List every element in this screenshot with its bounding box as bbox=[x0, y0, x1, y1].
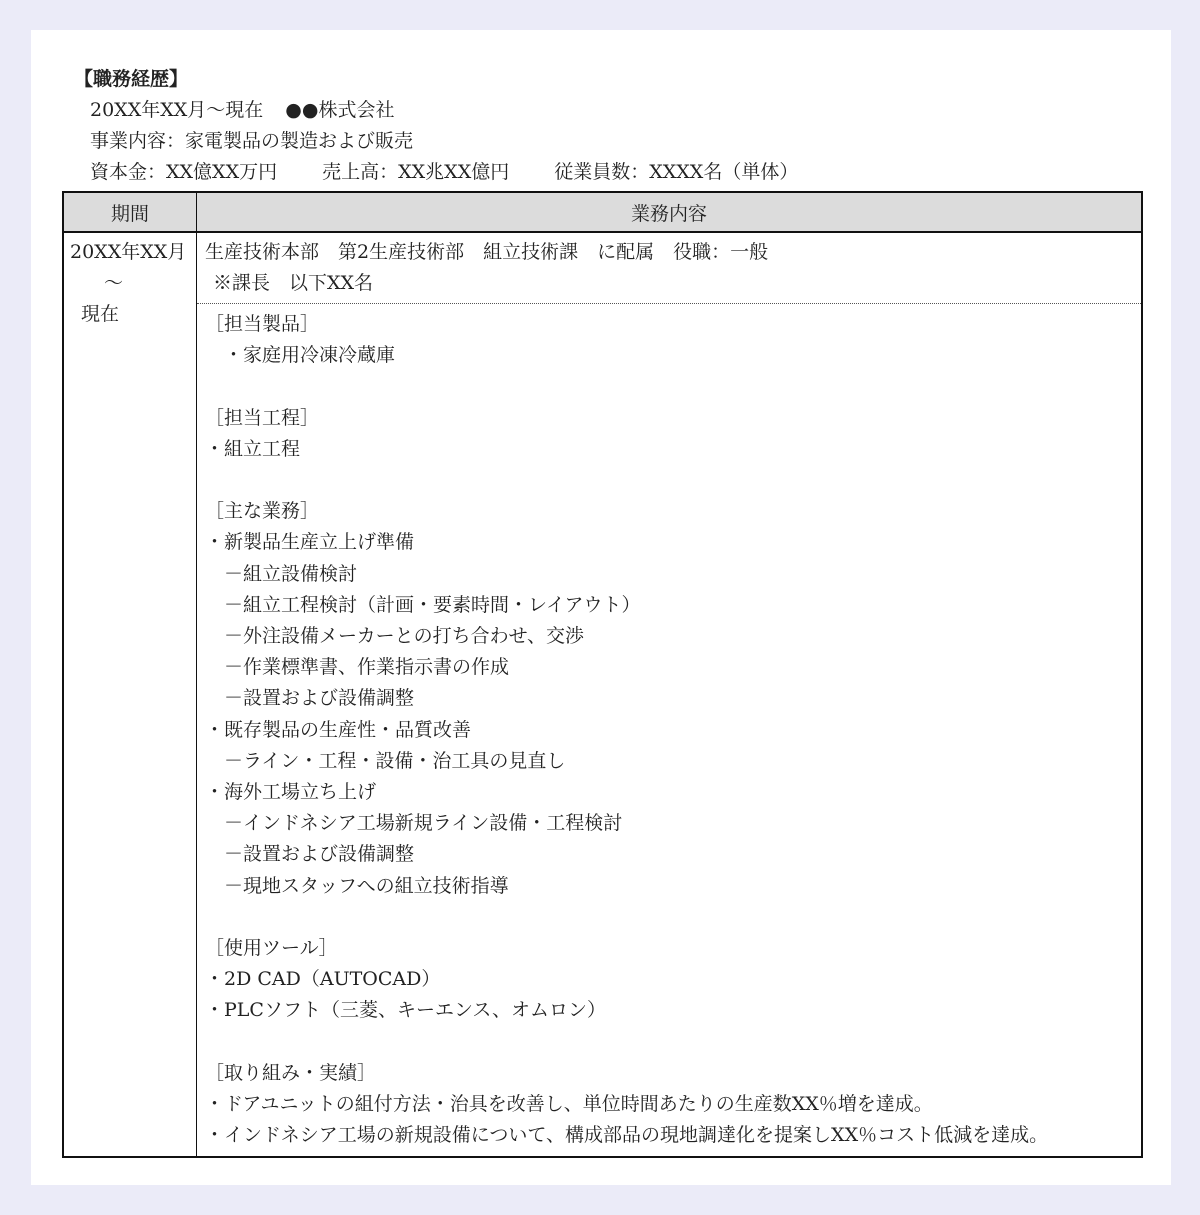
period-start: 20XX年XX月 bbox=[70, 241, 187, 263]
table-row bbox=[64, 233, 1141, 1156]
period-tilde: ～ bbox=[104, 272, 124, 294]
achievements-heading: ［取り組み・実績］ bbox=[205, 1061, 377, 1084]
achievement-item: ・ドアユニットの組付方法・治具を改善し、単位時間あたりの生産数XX％増を達成。 bbox=[205, 1093, 933, 1116]
process-item: ・組立工程 bbox=[205, 437, 301, 460]
company-line bbox=[90, 95, 798, 126]
company-figures-line bbox=[90, 157, 798, 188]
company-name: ●●株式会社 bbox=[285, 99, 395, 121]
duty-subitem: －インドネシア工場新規ライン設備・工程検討 bbox=[224, 812, 623, 835]
achievement-item: ・インドネシア工場の新規設備について、構成部品の現地調達化を提案しXX％コスト低減を達成。 bbox=[205, 1124, 1049, 1147]
duties-heading: ［主な業務］ bbox=[205, 500, 320, 523]
duty-subitem: －設置および設備調整 bbox=[224, 687, 415, 710]
tool-item: ・2D CAD（AUTOCAD） bbox=[205, 968, 441, 991]
department-info bbox=[197, 233, 1141, 304]
product-item: ・家庭用冷凍冷蔵庫 bbox=[224, 344, 396, 367]
process-heading: ［担当工程］ bbox=[205, 406, 320, 429]
subordinates-line: ※課長 以下XX名 bbox=[213, 272, 374, 294]
duty-item: ・新製品生産立上げ準備 bbox=[205, 531, 415, 554]
duty-item: ・海外工場立ち上げ bbox=[205, 781, 377, 804]
tool-item: ・PLCソフト（三菱、キーエンス、オムロン） bbox=[205, 999, 606, 1022]
tools-heading: ［使用ツール］ bbox=[205, 937, 338, 960]
header-content: 業務内容 bbox=[630, 202, 707, 225]
duty-subitem: －外注設備メーカーとの打ち合わせ、交渉 bbox=[224, 625, 585, 647]
sales-text: 売上高：XX兆XX億円 bbox=[322, 161, 510, 183]
duty-subitem: －作業標準書、作業指示書の作成 bbox=[224, 656, 510, 679]
department-line: 生産技術本部 第2生産技術部 組立技術課 に配属 役職：一般 bbox=[205, 241, 769, 263]
business-line: 事業内容：家電製品の製造および販売 bbox=[90, 130, 414, 152]
header-period: 期間 bbox=[64, 193, 197, 231]
resume-sheet bbox=[31, 30, 1171, 1185]
period-end: 現在 bbox=[81, 303, 120, 325]
employees-text: 従業員数：XXXX名（単体） bbox=[554, 161, 799, 183]
career-history-table bbox=[62, 191, 1143, 1158]
career-summary bbox=[74, 64, 798, 188]
section-title: 【職務経歴】 bbox=[74, 68, 189, 90]
table-header-row bbox=[64, 193, 1141, 233]
duty-subitem: －組立工程検討（計画・要素時間・レイアウト） bbox=[224, 593, 641, 616]
period-cell bbox=[64, 233, 197, 1156]
duty-subitem: －現地スタッフへの組立技術指導 bbox=[224, 874, 509, 897]
content-cell bbox=[197, 233, 1141, 1156]
duty-subitem: －設置および設備調整 bbox=[224, 843, 415, 866]
duty-subitem: －ライン・工程・設備・治工具の見直し bbox=[224, 749, 566, 772]
duties-detail bbox=[197, 304, 1141, 1156]
product-heading: ［担当製品］ bbox=[205, 313, 320, 335]
capital-text: 資本金：XX億XX万円 bbox=[90, 161, 278, 183]
duty-item: ・既存製品の生産性・品質改善 bbox=[205, 718, 472, 741]
employment-period: 20XX年XX月～現在 bbox=[90, 99, 264, 121]
duty-subitem: －組立設備検討 bbox=[224, 562, 358, 585]
